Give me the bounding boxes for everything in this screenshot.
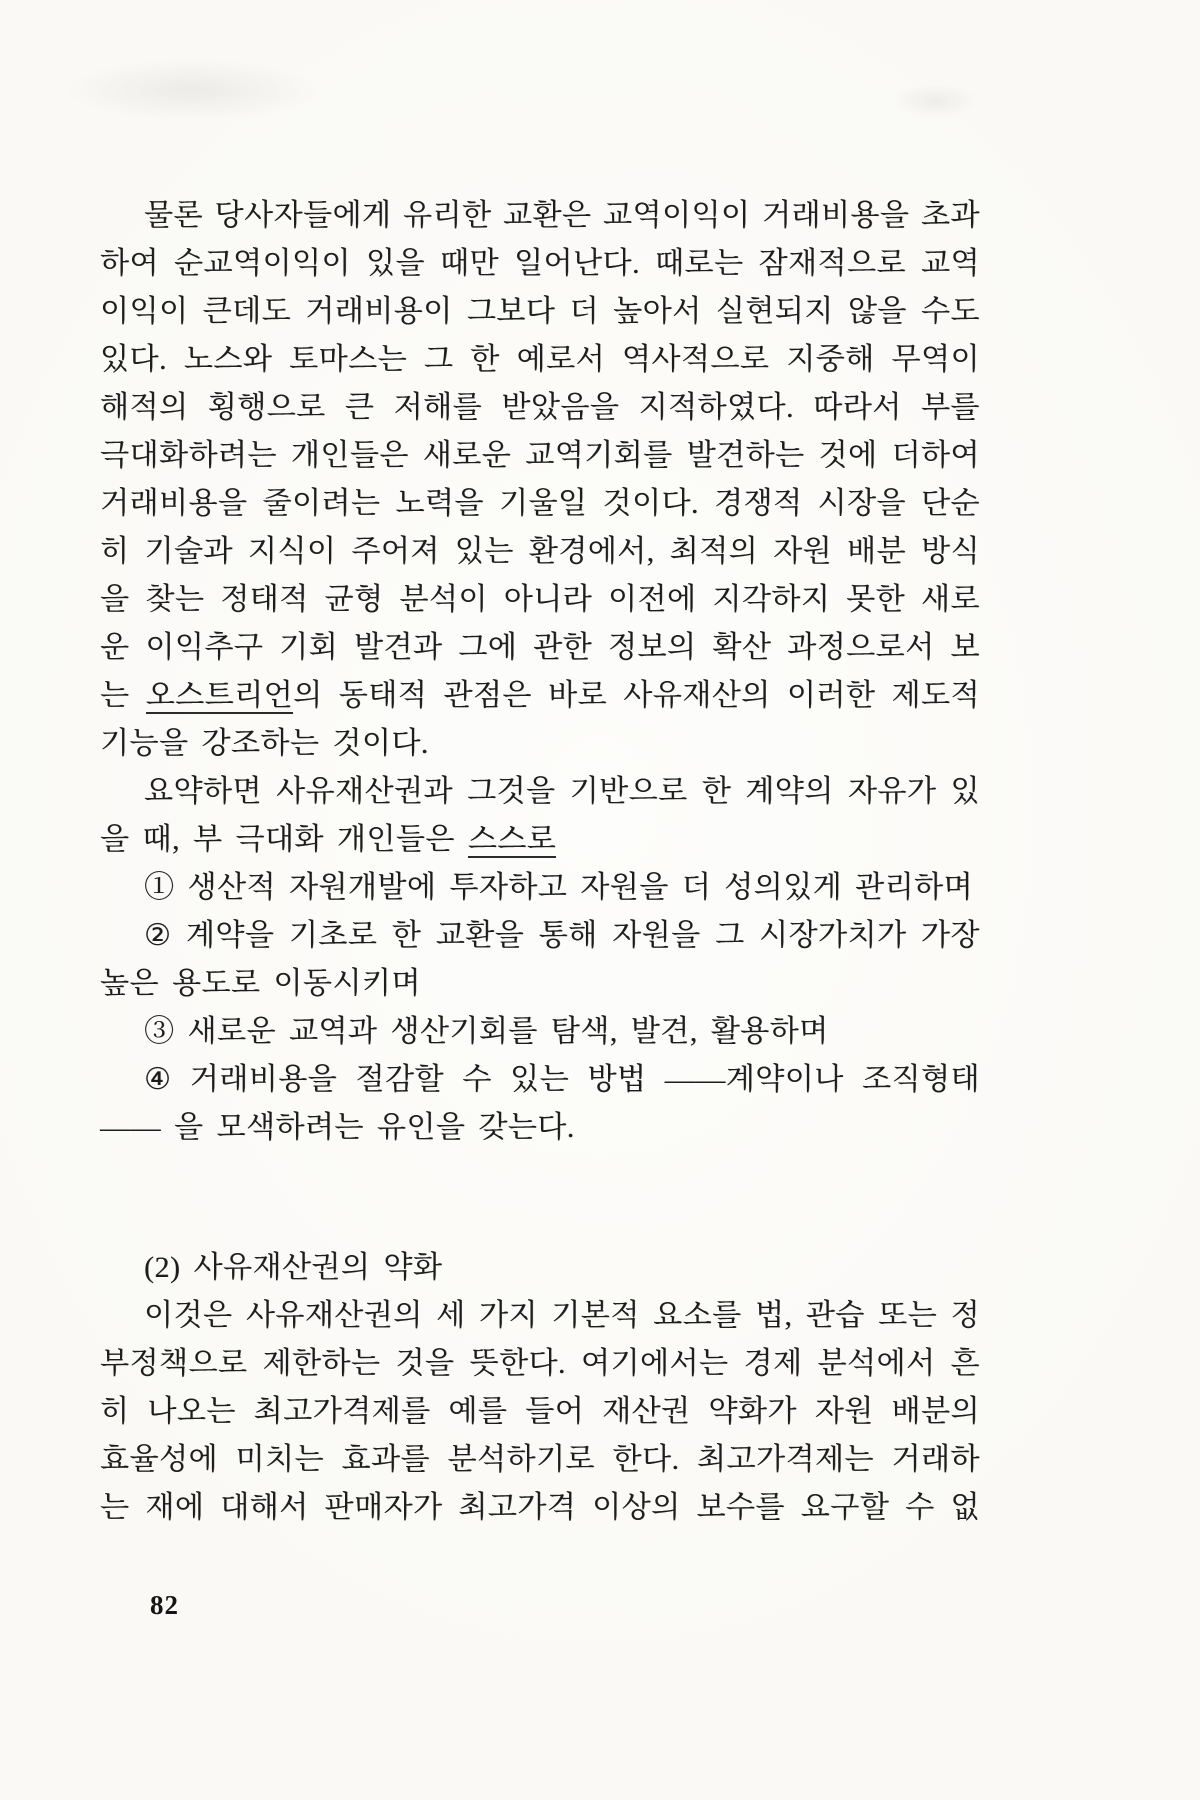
text-line: 있다. 노스와 토마스는 그 한 예로서 역사적으로 지중해 무역이 (100, 343, 980, 376)
text-line: ① 생산적 자원개발에 투자하고 자원을 더 성의있게 관리하며 (144, 871, 974, 904)
text-line: 거래비용을 줄이려는 노력을 기울일 것이다. 경쟁적 시장을 단순 (100, 487, 980, 520)
text-line: 이익이 큰데도 거래비용이 그보다 더 높아서 실현되지 않을 수도 (100, 295, 980, 328)
text-line: 히 기술과 지식이 주어져 있는 환경에서, 최적의 자원 배분 방식 (100, 535, 980, 568)
text-line: 운 이익추구 기회 발견과 그에 관한 정보의 확산 과정으로서 보 (100, 631, 980, 664)
text-line: 하여 순교역이익이 있을 때만 일어난다. 때로는 잠재적으로 교역 (100, 247, 980, 280)
text-line: ④ 거래비용을 절감할 수 있는 방법 ——계약이나 조직형태 (144, 1063, 980, 1096)
text-line: 해적의 횡행으로 큰 저해를 받았음을 지적하였다. 따라서 부를 (100, 391, 980, 424)
text-line: 효율성에 미치는 효과를 분석하기로 한다. 최고가격제는 거래하 (100, 1443, 980, 1476)
text-line: ③ 새로운 교역과 생산기회를 탐색, 발견, 활용하며 (144, 1015, 829, 1048)
text-line: 을 찾는 정태적 균형 분석이 아니라 이전에 지각하지 못한 새로 (100, 583, 980, 616)
text-line: 부정책으로 제한하는 것을 뜻한다. 여기에서는 경제 분석에서 흔 (100, 1347, 980, 1380)
text-line: ② 계약을 기초로 한 교환을 통해 자원을 그 시장가치가 가장 (144, 919, 980, 952)
text-line: 물론 당사자들에게 유리한 교환은 교역이익이 거래비용을 초과 (144, 199, 980, 232)
text-line: 는 오스트리언의 동태적 관점은 바로 사유재산의 이러한 제도적 (100, 679, 980, 712)
text-line: 높은 용도로 이동시키며 (100, 967, 421, 1000)
text-line: 는 재에 대해서 판매자가 최고가격 이상의 보수를 요구할 수 없 (100, 1491, 980, 1524)
text-block (100, 192, 980, 1532)
page-number: 82 (150, 1590, 179, 1620)
text-line: 극대화하려는 개인들은 새로운 교역기회를 발견하는 것에 더하여 (100, 439, 980, 472)
text-line: 요약하면 사유재산권과 그것을 기반으로 한 계약의 자유가 있 (144, 775, 980, 808)
text-line: —— 을 모색하려는 유인을 갖는다. (100, 1111, 575, 1144)
paragraph-gap (100, 1152, 980, 1244)
section-heading: (2) 사유재산권의 약화 (144, 1251, 443, 1284)
text-line: 을 때, 부 극대화 개인들은 스스로 (100, 823, 557, 856)
text-line: 이것은 사유재산권의 세 가지 기본적 요소를 법, 관습 또는 정 (144, 1299, 980, 1332)
text-line: 기능을 강조하는 것이다. (100, 727, 429, 760)
text-line: 히 나오는 최고가격제를 예를 들어 재산권 약화가 자원 배분의 (100, 1395, 980, 1428)
